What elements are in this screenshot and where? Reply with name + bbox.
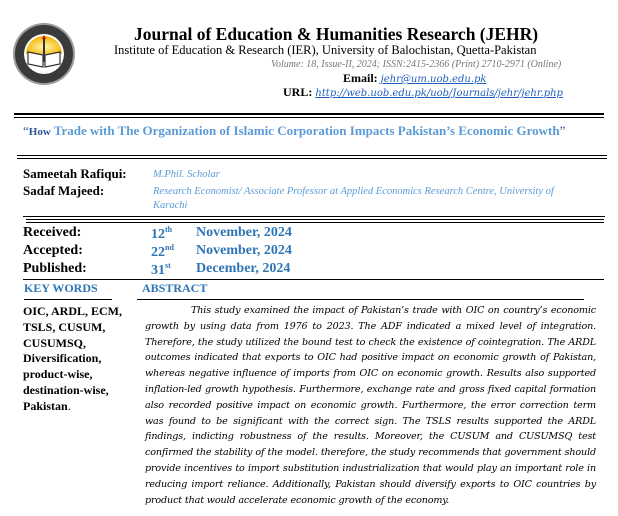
published-label: Published: (23, 261, 87, 276)
svg-text:I E R: I E R (39, 70, 49, 75)
keywords-heading: KEY WORDS (24, 281, 98, 295)
day-number: 22 (151, 245, 165, 260)
url-label: URL: (283, 85, 313, 99)
divider (17, 158, 607, 159)
author-name: Sameetah Rafiqui: (23, 166, 127, 181)
accepted-day (151, 243, 174, 261)
published-day (151, 261, 171, 279)
day-suffix: th (165, 225, 173, 234)
divider (14, 117, 604, 118)
keywords-text: OIC, ARDL, ECM, TSLS, CUSUM, CUSUMSQ, Diversification, product-wise, destination-wise, (23, 304, 123, 397)
keyword-period: . (67, 398, 71, 413)
day-number: 31 (151, 263, 165, 278)
title-first-word: How (28, 126, 51, 138)
abstract-text: This study examined the impact of Pakistan’s trade with OIC on country’s economic growth by using data from 1976 to 2023. The ADF indicated a mixed level of integration. Therefore, the study utilized the bound test to check the existence of cointegration. The ARDL outcomes indicated that exports to OIC had positive impact on economic growth of Pakistan, whereas negative influence of imports from OIC on economic growth. Results also supported inflation-led growth hypothesis. Furthermore, exchange rate and gross fixed capital formation also recorded positive impact on economic growth. Furthermore, the error correction term was found to be significant with the correct sign. The TSLS results supported the ARDL findings, indicting robustness of the results. Moreover, the CUSUM and CUSUMSQ test confirmed the stability of the model. therefore, the study recommends that government should provide incentives to import substitution industrialization that would play an important role in reducing import reliance. Additionally, Pakistan should diversify exports to OIC countries by product that would accelerate economic growth of the economy. (145, 305, 596, 506)
received-label: Received: (23, 225, 82, 240)
divider (137, 299, 584, 300)
email-label: Email: (343, 71, 378, 85)
volume-issn: Volume: 18, Issue-II, 2024; ISSN:2415-2366 (Print) 2710-2971 (Online) (271, 59, 562, 70)
url-line (283, 85, 563, 100)
divider (14, 113, 604, 115)
author-affiliation: Research Economist/ Associate Professor at Applied Economics Research Centre, University of Karachi (153, 186, 554, 211)
divider (17, 155, 607, 156)
abstract-heading: ABSTRACT (142, 281, 208, 295)
accepted-label: Accepted: (23, 243, 83, 258)
divider (26, 219, 604, 220)
accepted-month-year: November, 2024 (196, 243, 292, 258)
divider (23, 279, 604, 280)
published-month-year: December, 2024 (196, 261, 291, 276)
email-line (343, 71, 486, 86)
received-month-year: November, 2024 (196, 225, 292, 240)
title-close-quote: ” (559, 123, 566, 138)
divider (23, 216, 605, 217)
received-day (151, 225, 172, 243)
keywords-list (23, 304, 133, 415)
url-link[interactable]: http://web.uob.edu.pk/uob/Journals/jehr/jehr.php (315, 88, 563, 99)
title-rest: Trade with The Organization of Islamic Corporation Impacts Pakistan’s Economic Growth (50, 123, 560, 138)
journal-title: Journal of Education & Humanities Research (JEHR) (134, 24, 539, 44)
author-name: Sadaf Majeed: (23, 183, 105, 198)
divider (26, 222, 604, 223)
institute-name: Institute of Education & Research (IER), University of Balochistan, Quetta-Pakistan (114, 43, 537, 57)
day-number: 12 (151, 227, 165, 242)
title-open-quote: “ (23, 123, 29, 138)
day-suffix: nd (165, 243, 174, 252)
divider (24, 299, 112, 300)
day-suffix: st (165, 261, 171, 270)
keyword-last: Pakistan (23, 398, 68, 413)
institute-seal-logo (12, 22, 76, 86)
email-link[interactable]: jehr@um.uob.edu.pk (380, 74, 487, 85)
paper-title (23, 122, 603, 141)
author-affiliation: M.Phil. Scholar (153, 169, 220, 180)
